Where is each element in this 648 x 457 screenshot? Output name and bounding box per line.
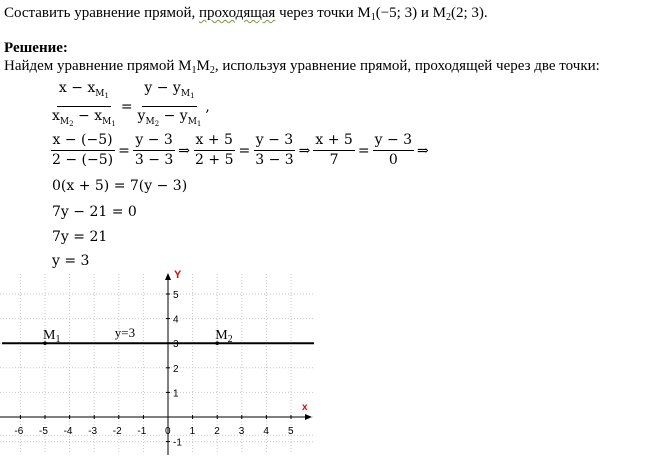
formula-text: − y: [159, 108, 188, 124]
x-tick-label: -1: [137, 426, 147, 437]
fraction-num: y − 3: [133, 132, 174, 151]
intro-text: Найдем уравнение прямой M: [4, 58, 192, 74]
y-tick-label: 5: [173, 290, 179, 301]
y-tick-label: 1: [173, 388, 179, 400]
formula-fraction-x: [50, 80, 118, 133]
equals-sign: =: [120, 98, 133, 115]
point-m1-label: $M_1$: [43, 328, 61, 346]
fraction-num: x + 5: [194, 132, 235, 151]
formula-text: M: [102, 117, 112, 127]
task-statement: [4, 5, 488, 22]
formula-text: 1: [196, 120, 202, 128]
point-m2-label: $M_2$: [215, 328, 233, 346]
formula-text: M: [187, 117, 197, 127]
formula-text: M: [59, 117, 70, 127]
formula-text: 1: [190, 92, 195, 100]
fraction: [313, 132, 354, 169]
fraction-num: x + 5: [313, 132, 354, 151]
solution-intro: [4, 58, 600, 75]
formula-text: − x: [73, 108, 103, 124]
x-tick-label: -5: [39, 426, 48, 437]
task-text: Составить уравнение прямой,: [4, 5, 200, 21]
x-tick-label: 3: [238, 426, 245, 437]
formula-text: 1: [111, 120, 116, 128]
formula-text: x − x: [58, 80, 96, 96]
step-equation: 0(x + 5) = 7(y − 3): [52, 178, 188, 194]
fraction: [193, 132, 235, 169]
line-label: y=3: [114, 325, 136, 341]
y-axis-arrow: [165, 273, 171, 280]
fraction-den: 2 + 5: [195, 152, 234, 168]
x-axis-arrow: [305, 414, 312, 420]
formula-text: 2: [154, 120, 160, 128]
intro-text: M: [196, 58, 210, 74]
equals-sign: =: [238, 142, 251, 159]
formula-text: M: [180, 89, 191, 99]
task-text: (−5; 3) и M: [375, 5, 446, 21]
comma: ,: [205, 98, 210, 115]
formula-text: M: [145, 117, 155, 127]
tick-labels: [14, 290, 294, 449]
step-equation: y = 3: [52, 253, 90, 269]
x-tick-label: 1: [189, 426, 196, 437]
x-tick-label: -3: [88, 426, 98, 437]
x-tick-label: 2: [214, 426, 220, 437]
x-tick-label: 5: [288, 426, 294, 437]
intro-sub: 2: [209, 65, 215, 76]
task-text-underlined: проходящая: [199, 5, 276, 21]
intro-text: , используя уравнение прямой, проходящей через две точки:: [214, 58, 600, 74]
implies-arrow: ⇒: [417, 142, 429, 159]
fraction-num: y − 3: [373, 132, 414, 151]
implies-arrow: ⇒: [178, 142, 191, 159]
intro-sub: 1: [191, 65, 197, 76]
task-text: (2; 3).: [450, 5, 488, 21]
formula-text: 1: [104, 92, 109, 100]
x-tick-label: -4: [63, 426, 73, 437]
x-tick-label: 0: [165, 426, 171, 437]
step-equation: 7y − 21 = 0: [52, 204, 137, 220]
step-equation: 7y = 21: [52, 229, 108, 245]
x-axis-label: x: [302, 402, 308, 413]
task-sub: 2: [445, 12, 451, 23]
formula-text: x: [52, 108, 60, 124]
equals-sign: =: [357, 142, 370, 159]
x-tick-label: -2: [112, 426, 122, 437]
coordinate-graph: [0, 268, 320, 457]
y-tick-label: -1: [173, 437, 182, 449]
fraction-den: 7: [329, 152, 339, 168]
fraction-den: 3 − 3: [134, 152, 174, 168]
formula-text: y: [137, 108, 146, 124]
fraction-den: 3 − 3: [255, 152, 294, 168]
x-tick-label: -6: [14, 426, 24, 437]
implies-arrow: ⇒: [298, 142, 311, 159]
task-sub: 1: [370, 12, 376, 23]
two-point-formula: [50, 80, 210, 133]
equals-sign: =: [118, 142, 130, 159]
formula-fraction-y: [136, 80, 204, 133]
fraction-den: 2 − (−5): [52, 152, 114, 168]
fraction: [50, 132, 115, 169]
formula-text: 2: [69, 120, 74, 128]
fraction: [133, 132, 175, 169]
substitution-chain: [50, 132, 432, 169]
fraction: [253, 132, 295, 169]
x-tick-label: 4: [263, 426, 269, 437]
y-tick-label: 3: [173, 339, 179, 351]
fraction: [373, 132, 414, 169]
y-tick-label: 4: [173, 314, 179, 326]
task-text: через точки M: [275, 5, 371, 21]
formula-text: M: [95, 89, 105, 99]
point-m1-label-sub: 1: [55, 334, 61, 346]
plot-layer: [2, 325, 314, 345]
y-tick-label: 2: [173, 363, 179, 375]
solution-heading: Решение:: [4, 40, 68, 56]
fraction-den: 0: [388, 152, 398, 168]
point-m2-label-sub: 2: [227, 334, 233, 346]
y-axis-label: Y: [174, 269, 182, 281]
fraction-num: y − 3: [254, 132, 295, 151]
fraction-num: x − (−5): [51, 132, 115, 151]
formula-text: y − y: [144, 80, 181, 96]
